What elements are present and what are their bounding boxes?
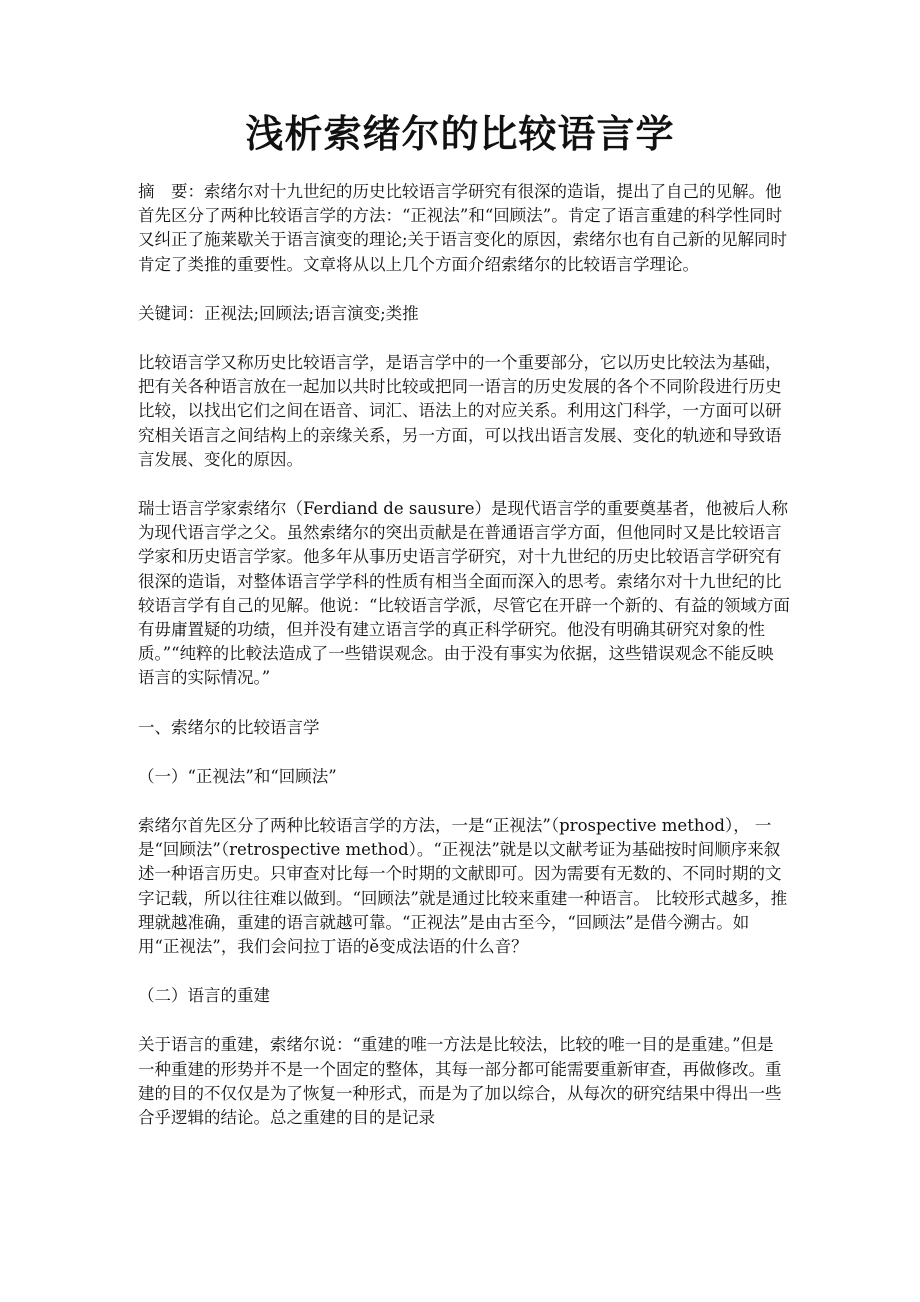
- document-title: 浅析索绪尔的比较语言学: [245, 111, 675, 156]
- methods-paragraph: 索绪尔首先区分了两种比较语言学的方法，一是“正视法”（prospective method）， 一是“回顾法”（retrospective method）。“正视法”就是以文献考证为基础按时间顺序来叙述一种语言历史。只审查对比每一个时期的文献即可。因为需要有无数的、不同时期的文字记载，所以往往难以做到。“回顾法”就是通过比较来重建一种语言。 比较形式越多，推理就越准确，重建的语言就越可靠。“正视法”是由古至今，“回顾法”是借今溯古。如用“正视法”，我们会问拉丁语的ě变成法语的什么音？: [138, 816, 788, 957]
- section-heading-1: 一、索绪尔的比较语言学: [138, 717, 320, 737]
- keywords-paragraph: 关键词：正视法;回顾法;语言演变;类推: [138, 303, 419, 323]
- saussure-paragraph: 瑞士语言学家索绪尔（Ferdiand de sausure）是现代语言学的重要奠基者，他被后人称为现代语言学之父。虽然索绪尔的突出贡献是在普通语言学方面，但他同时又是比较语言学家和历史语言学家。他多年从事历史语言学研究，对十九世纪的历史比较语言学研究有很深的造诣，对整体语言学学科的性质有相当全面而深入的思考。索绪尔对十九世纪的比较语言学有自己的见解。他说：“比较语言学派，尽管它在开辟一个新的、有益的领域方面有毋庸置疑的功绩，但并没有建立语言学的真正科学研究。他没有明确其研究对象的性质。”“纯粹的比較法造成了一些错误观念。由于没有事实为依据，这些错误观念不能反映语言的实际情况。”: [138, 499, 790, 688]
- subsection-heading-2: （二）语言的重建: [138, 986, 270, 1006]
- document-body: [138, 180, 790, 1155]
- reconstruction-paragraph: 关于语言的重建，索绪尔说：“重建的唯一方法是比较法，比较的唯一目的是重建。”但是一种重建的形势并不是一个固定的整体，其每一部分都可能需要重新审查，再做修改。重建的目的不仅仅是为了恢复一种形式，而是为了加以综合，从每次的研究结果中得出一些合乎逻辑的结论。总之重建的目的是记录: [138, 1035, 782, 1128]
- abstract-paragraph: 摘 要：索绪尔对十九世纪的历史比较语言学研究有很深的造诣，提出了自己的见解。他首先区分了两种比较语言学的方法：“正视法”和“回顾法”。肯定了语言重建的科学性同时又纠正了施莱歇关于语言演变的理论;关于语言变化的原因，索绪尔也有自己新的见解同时肯定了类推的重要性。文章将从以上几个方面介绍索绪尔的比较语言学理论。: [138, 182, 788, 274]
- subsection-heading-1: （一）“正视法”和“回顾法”: [138, 766, 337, 786]
- intro-paragraph: 比较语言学又称历史比较语言学，是语言学中的一个重要部分，它以历史比较法为基础，把有关各种语言放在一起加以共时比较或把同一语言的历史发展的各个不同阶段进行历史比较，以找出它们之间在语音、词汇、语法上的对应关系。利用这门科学，一方面可以研究相关语言之间结构上的亲缘关系，另一方面，可以找出语言发展、变化的轨迹和导致语言发展、变化的原因。: [138, 353, 782, 469]
